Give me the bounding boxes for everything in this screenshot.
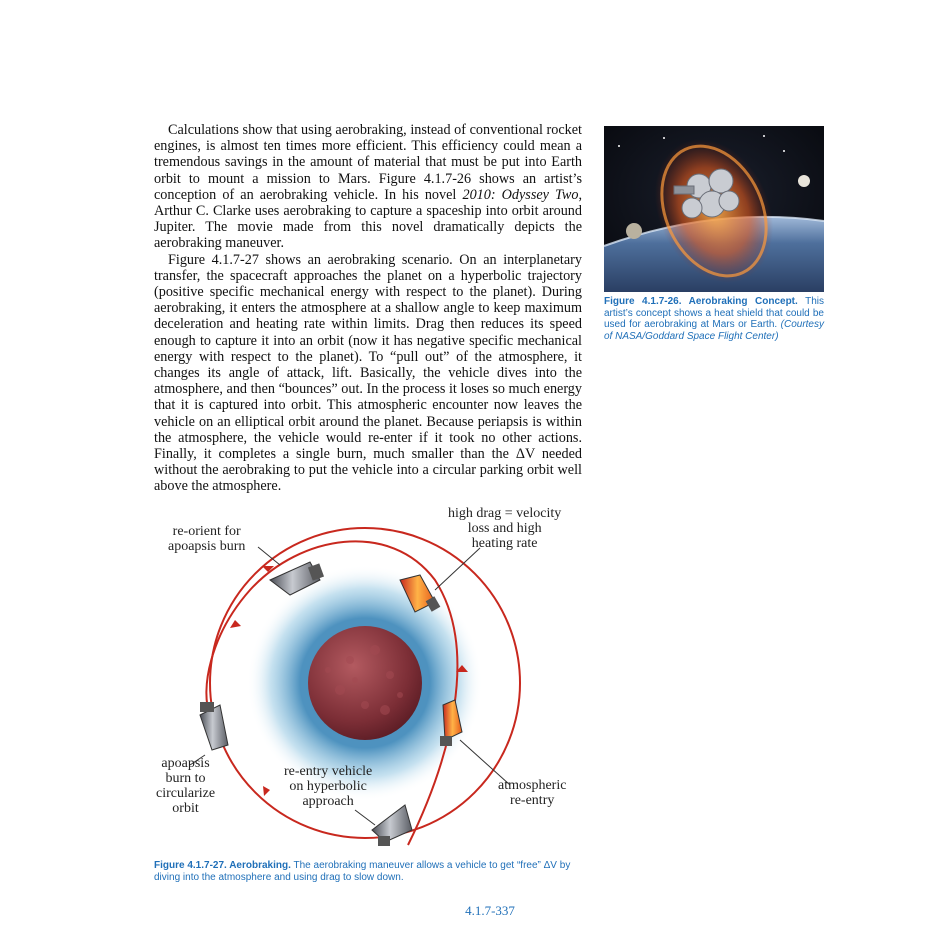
paragraph-1: Calculations show that using aerobraking, instead of conventional rocket engines, is almost ten times more efficient. This efficiency could mean a tremendous savings in the amount of material that must be put into Earth orbit to mount a mission to Mars. Figure 4.1.7-26 shows an artist’s conception of an aerobraking vehicle. In his novel 2010: Odyssey Two, Arthur C. Clarke uses aerobraking to capture a spaceship into orbit around Jupiter. The movie made from this novel dramatically depicts the aerobraking maneuver. (154, 122, 582, 252)
aerobraking-concept-photo (604, 126, 824, 292)
label-reorient: re-orient for apoapsis burn (168, 524, 246, 554)
planet (308, 626, 422, 740)
label-high-drag: high drag = velocity loss and high heating rate (448, 506, 562, 551)
label-atmospheric-reentry: atmospheric re-entry (498, 778, 567, 808)
capsule-hyperbolic (372, 805, 412, 846)
paragraph-2: Figure 4.1.7-27 shows an aerobraking scenario. On an interplanetary transfer, the spacecraft approaches the planet on a hyperbolic trajectory (positive specific mechanical energy with respect to the planet). During aerobraking, it enters the atmosphere at a shallow angle to keep maximum deceleration and heating rate within limits. Drag then reduces its speed enough to capture it into an orbit (now it has negative specific mechanical energy with respect to the planet). To “pull out” of the atmosphere, it changes its angle of attack, lift. Basically, the vehicle dives into the atmosphere, and then “bounces” out. In the process it loses so much energy that it is captured into orbit. This atmospheric encounter now leaves the vehicle on an elliptical orbit around the planet. Because periapsis is within the atmosphere, the vehicle would re-enter if it took no other actions. Finally, it completes a single burn, much smaller than the ΔV needed without the aerobraking to put the vehicle into a circular parking orbit well above the atmosphere. (154, 251, 582, 495)
page-number: 4.1.7-337 (465, 903, 515, 918)
body-text (154, 122, 582, 495)
label-reentry-vehicle: re-entry vehicle on hyperbolic approach (284, 764, 373, 809)
figure-26-caption: Figure 4.1.7-26. Aerobraking Concept. This artist’s concept shows a heat shield that could be used for aerobraking at Mars or Earth. (Courtesy of NASA/Goddard Space Flight Center) (604, 296, 824, 342)
label-apoapsis: apoapsis burn to circularize orbit (156, 756, 216, 816)
capsule-apoapsis (200, 702, 228, 750)
aerobraking-diagram (150, 500, 590, 860)
figure-27-caption: Figure 4.1.7-27. Aerobraking. The aerobraking maneuver allows a vehicle to get “free” ΔV by diving into the atmosphere and using drag to slow down. (154, 860, 571, 883)
